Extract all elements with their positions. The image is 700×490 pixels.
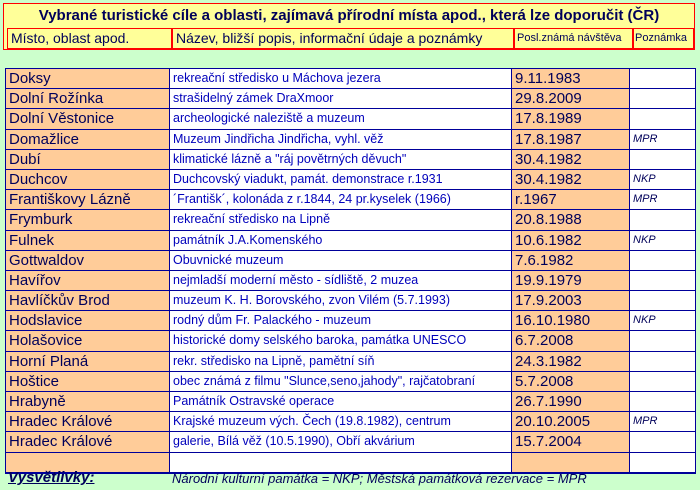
cell-last-visit: 7.6.1982	[512, 251, 630, 271]
cell-note	[630, 89, 695, 109]
cell-last-visit: 9.11.1983	[512, 69, 630, 89]
cell-description: archeologické naleziště a muzeum	[170, 109, 512, 129]
cell-note	[630, 352, 695, 372]
table-row	[6, 412, 695, 432]
cell-description: Památník Ostravské operace	[170, 392, 512, 412]
cell-last-visit: 20.8.1988	[512, 210, 630, 230]
table-row	[6, 231, 695, 251]
column-header-visit: Posl.známá návštěva	[514, 28, 633, 49]
cell-note	[630, 432, 695, 452]
legend-text: Národní kulturní památka = NKP; Městská památková rezervace = MPR	[172, 471, 587, 486]
cell-note: MPR	[630, 190, 695, 210]
cell-note	[630, 69, 695, 89]
cell-description: muzeum K. H. Borovského, zvon Vilém (5.7.1993)	[170, 291, 512, 311]
cell-place: Doksy	[6, 69, 170, 89]
cell-last-visit: 17.8.1989	[512, 109, 630, 129]
cell-place: Frymburk	[6, 210, 170, 230]
cell-place: Domažlice	[6, 130, 170, 150]
table-row	[6, 311, 695, 331]
column-header-place: Místo, oblast apod.	[7, 28, 172, 49]
cell-description: Krajské muzeum vých. Čech (19.8.1982), centrum	[170, 412, 512, 432]
cell-place: Dubí	[6, 150, 170, 170]
cell-place: Hradec Králové	[6, 432, 170, 452]
cell-note: MPR	[630, 412, 695, 432]
cell-place: Duchcov	[6, 170, 170, 190]
cell-last-visit: 19.9.1979	[512, 271, 630, 291]
cell-last-visit: 5.7.2008	[512, 372, 630, 392]
cell-last-visit: 17.9.2003	[512, 291, 630, 311]
cell-description: rekr. středisko na Lipně, pamětní síň	[170, 352, 512, 372]
cell-description: nejmladší moderní město - sídliště, 2 muzea	[170, 271, 512, 291]
cell-description: Obuvnické muzeum	[170, 251, 512, 271]
table-row	[6, 352, 695, 372]
column-headers	[4, 28, 694, 49]
table-row	[6, 372, 695, 392]
cell-place: Horní Planá	[6, 352, 170, 372]
cell-place: Holašovice	[6, 331, 170, 351]
table-row	[6, 271, 695, 291]
cell-place: Havlíčkův Brod	[6, 291, 170, 311]
cell-description: rekreační středisko na Lipně	[170, 210, 512, 230]
cell-note	[630, 392, 695, 412]
cell-place: Gottwaldov	[6, 251, 170, 271]
cell-note	[630, 210, 695, 230]
cell-last-visit: 16.10.1980	[512, 311, 630, 331]
cell-note	[630, 271, 695, 291]
cell-note	[630, 331, 695, 351]
cell-last-visit: 6.7.2008	[512, 331, 630, 351]
cell-note	[630, 291, 695, 311]
cell-place: Hradec Králové	[6, 412, 170, 432]
cell-description: klimatické lázně a "ráj povětrných děvuch"	[170, 150, 512, 170]
cell-place: Hoštice	[6, 372, 170, 392]
cell-place: Dolní Rožínka	[6, 89, 170, 109]
column-header-notes: Poznámka	[633, 28, 694, 49]
cell-last-visit: 20.10.2005	[512, 412, 630, 432]
cell-place: Františkovy Lázně	[6, 190, 170, 210]
table-row	[6, 291, 695, 311]
cell-last-visit: 24.3.1982	[512, 352, 630, 372]
table-row	[6, 251, 695, 271]
cell-last-visit: 17.8.1987	[512, 130, 630, 150]
cell-description: Muzeum Jindřicha Jindřicha, vyhl. věž	[170, 130, 512, 150]
cell-description: památník J.A.Komenského	[170, 231, 512, 251]
destinations-table	[5, 68, 696, 474]
cell-description: rekreační středisko u Máchova jezera	[170, 69, 512, 89]
cell-description: Duchcovský viadukt, památ. demonstrace r.1931	[170, 170, 512, 190]
legend-label: Vysvětlivky:	[8, 469, 95, 486]
table-header	[3, 3, 695, 50]
cell-description: rodný dům Fr. Palackého - muzeum	[170, 311, 512, 331]
cell-note	[630, 251, 695, 271]
table-row	[6, 170, 695, 190]
table-row	[6, 89, 695, 109]
cell-place: Hrabyně	[6, 392, 170, 412]
cell-place: Havířov	[6, 271, 170, 291]
legend	[8, 469, 698, 487]
table-row	[6, 69, 695, 89]
cell-note	[630, 109, 695, 129]
cell-description: obec známá z filmu "Slunce,seno,jahody", rajčatobraní	[170, 372, 512, 392]
table-row	[6, 150, 695, 170]
cell-last-visit: 30.4.1982	[512, 170, 630, 190]
cell-note	[630, 372, 695, 392]
cell-place: Dolní Věstonice	[6, 109, 170, 129]
table-row	[6, 109, 695, 129]
cell-last-visit: r.1967	[512, 190, 630, 210]
cell-note: NKP	[630, 170, 695, 190]
table-row	[6, 331, 695, 351]
cell-place: Hodslavice	[6, 311, 170, 331]
cell-note: NKP	[630, 311, 695, 331]
cell-note: MPR	[630, 130, 695, 150]
table-row	[6, 432, 695, 452]
cell-description: galerie, Bílá věž (10.5.1990), Obří akvárium	[170, 432, 512, 452]
cell-last-visit: 29.8.2009	[512, 89, 630, 109]
cell-last-visit: 30.4.1982	[512, 150, 630, 170]
cell-note: NKP	[630, 231, 695, 251]
cell-last-visit: 10.6.1982	[512, 231, 630, 251]
page-title: Vybrané turistické cíle a oblasti, zajímavá přírodní místa apod., která lze doporučit (ČR)	[38, 7, 660, 24]
cell-description: strašidelný zámek DraXmoor	[170, 89, 512, 109]
table-row	[6, 190, 695, 210]
table-row	[6, 392, 695, 412]
cell-note	[630, 150, 695, 170]
cell-last-visit: 26.7.1990	[512, 392, 630, 412]
table-row	[6, 210, 695, 230]
table-row	[6, 130, 695, 150]
cell-place: Fulnek	[6, 231, 170, 251]
cell-description: ´Františk´, kolonáda z r.1844, 24 pr.kyselek (1966)	[170, 190, 512, 210]
column-header-name: Název, bližší popis, informační údaje a poznámky	[172, 28, 514, 49]
cell-last-visit: 15.7.2004	[512, 432, 630, 452]
cell-description: historické domy selského baroka, památka UNESCO	[170, 331, 512, 351]
